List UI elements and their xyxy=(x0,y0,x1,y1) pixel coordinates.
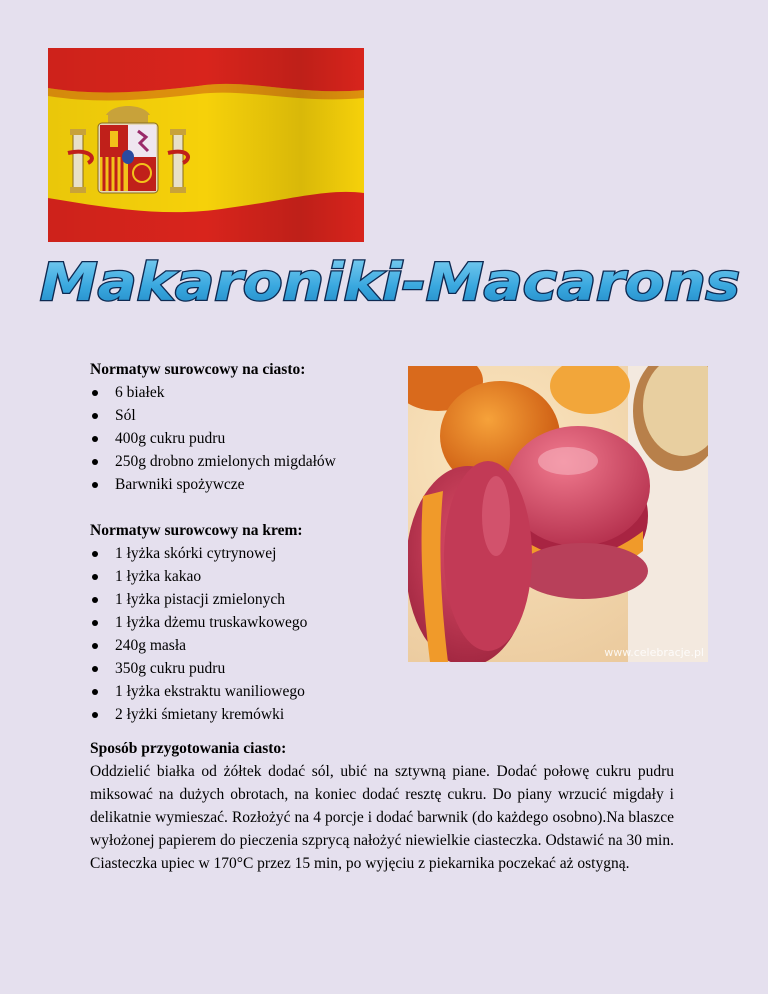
list-item: 400g cukru pudru xyxy=(90,427,670,450)
photo-watermark: www.celebracje.pl xyxy=(604,646,704,659)
list-item: Barwniki spożywcze xyxy=(90,473,670,496)
list-item: Sól xyxy=(90,404,670,427)
preparation-section xyxy=(90,737,674,875)
macarons-photo xyxy=(408,366,708,662)
method-heading: Sposób przygotowania ciasto: xyxy=(90,740,287,757)
list-item: 1 łyżka kakao xyxy=(90,565,670,588)
list-item: 1 łyżka dżemu truskawkowego xyxy=(90,611,670,634)
dough-heading: Normatyw surowcowy na ciasto: xyxy=(90,361,306,378)
list-item: 350g cukru pudru xyxy=(90,657,670,680)
page-title xyxy=(30,250,750,314)
flag-graphic xyxy=(48,48,364,242)
page-title-text: Makaroniki-Macarons xyxy=(40,253,740,313)
list-item: 250g drobno zmielonych migdałów xyxy=(90,450,670,473)
list-item: 1 łyżka skórki cytrynowej xyxy=(90,542,670,565)
cream-heading: Normatyw surowcowy na krem: xyxy=(90,522,303,539)
list-item: 1 łyżka pistacji zmielonych xyxy=(90,588,670,611)
list-item: 6 białek xyxy=(90,381,670,404)
spanish-flag-image xyxy=(48,48,364,242)
list-item: 1 łyżka ekstraktu waniliowego xyxy=(90,680,670,703)
list-item: 240g masła xyxy=(90,634,670,657)
list-item: 2 łyżki śmietany kremówki xyxy=(90,703,670,726)
method-text: Oddzielić białka od żółtek dodać sól, ubić na sztywną piane. Dodać połowę cukru pudru miksować na dużych obrotach, na koniec dodać resztę cukru. Do piany wrzucić migdały i delikatnie wymieszać. Rozłożyć na 4 porcje i dodać barwnik (do każdego osobno).Na blaszce wyłożonej papierem do pieczenia szprycą nałożyć niewielkie ciasteczka. Odstawić na 30 min. Ciasteczka upiec w 170°C przez 15 min, po wyjęciu z piekarnika poczekać aż ostygną. xyxy=(90,763,674,872)
